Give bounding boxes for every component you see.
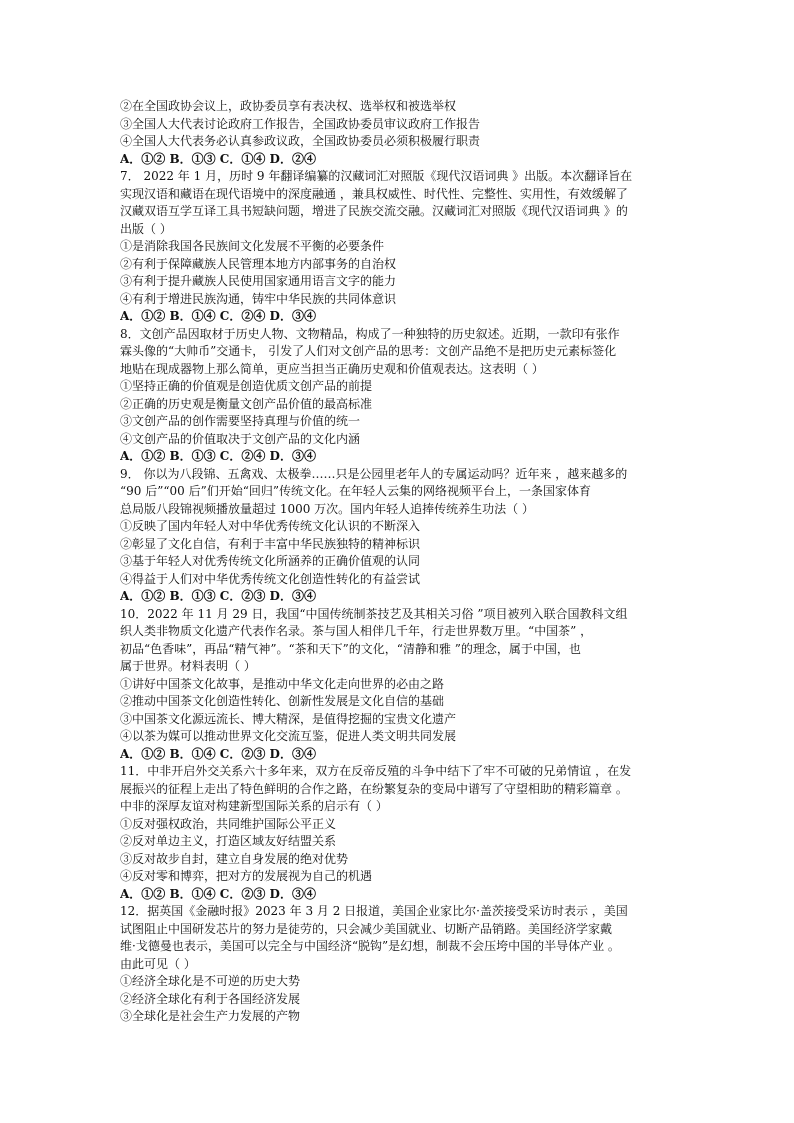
text-line: 9． 你以为八段锦、五禽戏、太极拳……只是公园里老年人的专属运动吗？近年来 ，越来越多的: [120, 466, 628, 481]
text-line: ③有利于提升藏族人民使用国家通用语言文字的能力: [120, 274, 397, 288]
text-line: ④得益于人们对中华优秀传统文化创造性转化的有益尝试: [120, 571, 421, 586]
text-line: ①坚持正确的价值观是创造优质文创产品的前提: [120, 379, 373, 393]
text-line: 总局版八段锦视频播放量超过 1000 万次。国内年轻人追捧传统养生功法（ ）: [120, 501, 534, 516]
text-line: ①经济全球化是不可逆的历史大势: [120, 974, 301, 988]
answer-choices: A．①② B．①④ C．②④ D．③④: [120, 309, 316, 323]
text-line: ①反映了国内年轻人对中华优秀传统文化认识的不断深入: [120, 519, 421, 533]
answer-choices: A．①② B．①④ C．②③ D．③④: [120, 886, 316, 901]
text-line: ①讲好中国茶文化故事，是推动中华文化走向世界的必由之路: [120, 676, 445, 691]
text-line: ②正确的历史观是衡量文创产品价值的最高标准: [120, 396, 373, 411]
text-line: ②彰显了文化自信，有利于丰富中华民族独特的精神标识: [120, 536, 421, 551]
text-line: 由此可见（ ）: [120, 956, 196, 971]
text-line: ④以茶为媒可以推动世界文化交流互鉴，促进人类文明共同发展: [120, 729, 457, 743]
text-line: ③反对故步自封，建立自身发展的绝对优势: [120, 851, 349, 866]
text-line: ②推动中国茶文化创造性转化、创新性发展是文化自信的基础: [120, 694, 445, 708]
text-line: 10．2022 年 11 月 29 日，我国“中国传统制茶技艺及其相关习俗 ”项目被列入联合国教科文组: [120, 606, 628, 621]
text-line: 属于世界。材料表明（ ）: [120, 659, 256, 673]
text-line: ②经济全球化有利于各国经济发展: [120, 991, 301, 1006]
text-line: ④文创产品的价值取决于文创产品的文化内涵: [120, 431, 361, 446]
text-line: ②反对单边主义，打造区域友好结盟关系: [120, 834, 337, 848]
text-line: ④有利于增进民族沟通，铸牢中华民族的共同体意识: [120, 291, 397, 306]
text-line: ②有利于保障藏族人民管理本地方内部事务的自治权: [120, 256, 397, 271]
text-line: ③全球化是社会生产力发展的产物: [120, 1009, 301, 1023]
text-line: 汉藏双语互学互译工具书短缺问题，增进了民族交流交融。汉藏词汇对照版《现代汉语词典 》的: [120, 204, 628, 218]
text-line: 11．中非开启外交关系六十多年来，双方在反帝反殖的斗争中结下了牢不可破的兄弟情谊 ，在发: [120, 764, 632, 778]
exam-page: [120, 98, 680, 1026]
text-line: 试图阻止中国研发芯片的努力是徒劳的，只会减少美国就业、切断产品销路。美国经济学家戴: [120, 921, 613, 936]
text-line: ①反对强权政治，共同维护国际公平正义: [120, 816, 337, 831]
text-line: 霖头像的“大帅币”交通卡， 引发了人们对文创产品的思考：文创产品绝不是把历史元素标签化: [120, 344, 617, 358]
text-line: “90 后”“00 后”们开始“回归”传统文化。在年轻人云集的网络视频平台上，一条国家体育: [120, 484, 591, 498]
text-line: 地贴在现成器物上那么简单，更应当担当正确历史观和价值观表达。这表明（ ）: [120, 361, 544, 376]
text-line: 中非的深厚友谊对构建新型国际关系的启示有（ ）: [120, 799, 388, 813]
text-line: 7． 2022 年 1 月，历时 9 年翻译编纂的汉藏词汇对照版《现代汉语词典 》出版。本次翻译旨在: [120, 169, 633, 183]
text-line: 初品“色香味”，再品“精气神”。“茶和天下”的文化，“清静和雅 ”的理念，属于中国，也: [120, 641, 581, 656]
text-line: ④反对零和博弈，把对方的发展视为自己的机遇: [120, 869, 373, 883]
text-line: ③基于年轻人对优秀传统文化所涵养的正确价值观的认同: [120, 554, 421, 568]
text-line: 织人类非物质文化遗产代表作名录。茶与国人相伴几千年，行走世界数万里。“中国茶” ，: [120, 624, 593, 638]
text-line: 展振兴的征程上走出了特色鲜明的合作之路，在纷繁复杂的变局中谱写了守望相助的精彩篇章 。: [120, 781, 628, 796]
text-line: 实现汉语和藏语在现代语境中的深度融通 ，兼具权威性、时代性、完整性、实用性，有效缓解了: [120, 186, 628, 201]
text-line: 出版（ ）: [120, 221, 172, 236]
text-line: ④全国人大代表务必认真参政议政，全国政协委员必须积极履行职责: [120, 134, 481, 148]
answer-choices: A．①② B．①③ C．②④ D．③④: [120, 449, 316, 463]
text-line: ③全国人大代表讨论政府工作报告，全国政协委员审议政府工作报告: [120, 116, 481, 131]
answer-choices: A．①② B．①③ C．②③ D．③④: [120, 589, 316, 603]
text-line: 维·戈德曼也表示，美国可以完全与中国经济“脱钩”是幻想，制裁不会压垮中国的半导体产业 。: [120, 939, 620, 953]
text-line: ②在全国政协会议上，政协委员享有表决权、选举权和被选举权: [120, 99, 457, 113]
answer-choices: A．①② B．①④ C．②③ D．③④: [120, 746, 316, 761]
answer-choices: A．①② B．①③ C．①④ D．②④: [120, 151, 316, 166]
text-line: ③中国茶文化源远流长、博大精深，是值得挖掘的宝贵文化遗产: [120, 711, 457, 726]
text-line: ③文创产品的创作需要坚持真理与价值的统一: [120, 414, 361, 428]
text-line: 8．文创产品因取材于历史人物、文物精品，构成了一种独特的历史叙述。近期，一款印有张作: [120, 326, 620, 341]
text-line: 12．据英国《金融时报》2023 年 3 月 2 日报道，美国企业家比尔·盖茨接受采访时表示 ，美国: [120, 904, 628, 918]
text-line: ①是消除我国各民族间文化发展不平衡的必要条件: [120, 239, 385, 253]
